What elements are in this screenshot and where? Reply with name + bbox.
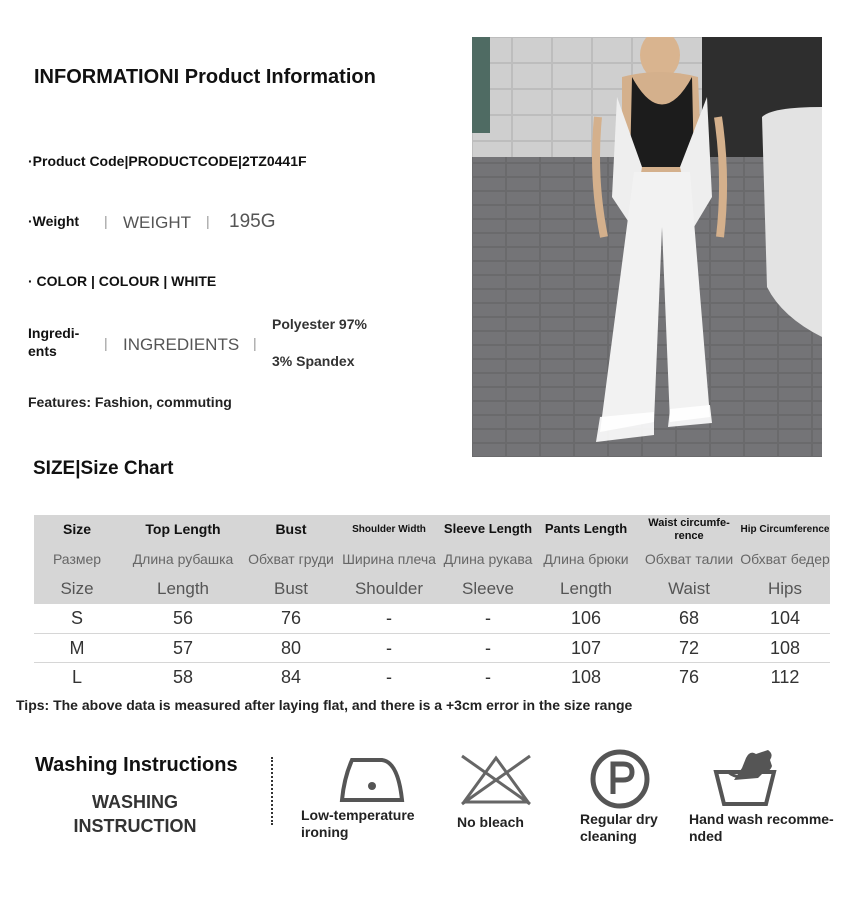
col-header-ru: Длина рукава	[443, 551, 533, 567]
table-cell: L	[71, 667, 82, 687]
col-header: Top Length	[145, 521, 221, 537]
iron-icon	[338, 752, 406, 811]
ingredient-polyester: Polyester 97%	[272, 316, 367, 332]
table-cell: 80	[280, 637, 302, 658]
table-cell: 68	[678, 608, 700, 628]
table-row	[34, 663, 830, 693]
product-code: ·Product Code|PRODUCTCODE|2TZ0441F	[28, 153, 307, 169]
care-label-line: nded	[689, 828, 723, 844]
separator: |	[253, 335, 257, 351]
col-header-ru: Длина рубашка	[132, 551, 234, 567]
care-label-line: Hand wash recomme-	[689, 811, 834, 827]
col-header: Bust	[275, 521, 307, 537]
ingredients-en-label: INGREDIENTS	[123, 335, 240, 354]
care-label-no-bleach: No bleach	[457, 814, 524, 830]
care-label-line: ironing	[301, 824, 349, 840]
info-title: INFORMATIONI Product Information	[34, 66, 376, 88]
table-cell: 57	[172, 637, 194, 658]
table-cell: M	[69, 637, 85, 658]
ingredients-label-2: ents	[28, 343, 57, 359]
separator: |	[206, 213, 210, 229]
weight-en-label: WEIGHT	[123, 213, 191, 232]
col-header-short: Size	[60, 579, 94, 598]
table-cell: 76	[678, 667, 700, 687]
table-cell: 112	[770, 667, 800, 687]
table-cell: -	[386, 608, 392, 628]
table-cell: 106	[570, 608, 602, 628]
col-header: Waist circumfe-rence	[648, 517, 730, 542]
table-cell: 58	[172, 667, 194, 687]
table-cell: -	[485, 637, 491, 658]
weight-label: ·Weight	[28, 213, 80, 229]
washing-title: Washing Instructions	[35, 754, 238, 776]
size-chart-title: SIZE|Size Chart	[33, 458, 174, 479]
table-cell: -	[485, 608, 491, 628]
col-header-short: Bust	[273, 579, 309, 598]
table-cell: 56	[172, 608, 194, 628]
col-header-ru: Размер	[52, 551, 102, 567]
table-cell: S	[70, 608, 83, 628]
care-label-line: Regular dry	[580, 811, 658, 827]
col-header-ru: Длина брюки	[543, 551, 629, 567]
col-header-ru: Обхват бедер	[740, 551, 830, 567]
col-header: Hip Circumference	[740, 524, 830, 535]
product-photo-illustration	[472, 37, 822, 457]
table-cell: 84	[280, 667, 302, 687]
color-line: · COLOR | COLOUR | WHITE	[28, 273, 217, 289]
care-label-hand-wash	[689, 811, 834, 845]
ingredients-label-1: Ingredi-	[28, 325, 80, 341]
ingredient-spandex: 3% Spandex	[272, 353, 355, 369]
table-cell: 108	[769, 637, 801, 658]
care-label-line: Low-temperature	[301, 807, 415, 823]
washing-subtitle	[50, 790, 220, 838]
weight-value: 195G	[229, 211, 276, 232]
col-header-ru: Обхват груди	[248, 551, 334, 567]
care-label-dry-clean	[580, 811, 658, 845]
table-cell: 76	[280, 608, 302, 628]
product-photo	[472, 37, 822, 457]
table-cell: -	[386, 667, 392, 687]
size-chart-table	[34, 515, 830, 693]
col-header-ru: Ширина плеча	[342, 551, 436, 567]
divider	[271, 757, 273, 825]
col-header: Shoulder Width	[352, 524, 426, 535]
table-cell: -	[386, 637, 392, 658]
hand-wash-icon	[712, 746, 778, 813]
col-header-short: Shoulder	[354, 579, 424, 598]
care-label-iron	[301, 807, 415, 841]
table-cell: -	[485, 667, 491, 687]
features-line: Features: Fashion, commuting	[28, 394, 232, 410]
table-row	[34, 604, 830, 634]
col-header-short: Length	[560, 579, 612, 598]
table-cell: 108	[570, 667, 602, 687]
table-cell: 104	[769, 608, 801, 628]
table-cell: 107	[570, 637, 602, 658]
col-header-ru: Обхват талии	[644, 551, 734, 567]
col-header-short: Length	[157, 579, 209, 598]
col-header: Pants Length	[544, 521, 628, 536]
table-row	[34, 634, 830, 664]
size-tips: Tips: The above data is measured after laying flat, and there is a +3cm error in the size range	[16, 697, 633, 713]
col-header-short: Sleeve	[462, 579, 514, 598]
separator: |	[104, 335, 108, 351]
care-label-line: cleaning	[580, 828, 637, 844]
col-header-short: Hips	[767, 579, 802, 598]
washing-subtitle-line-1: WASHING	[91, 792, 178, 812]
dry-clean-p-icon	[589, 748, 651, 815]
no-bleach-icon	[458, 752, 534, 813]
col-header: Sleeve Length	[443, 521, 533, 536]
col-header-short: Waist	[668, 579, 710, 598]
separator: |	[104, 213, 108, 229]
size-chart-header	[34, 515, 830, 604]
col-header: Size	[62, 521, 91, 537]
table-cell: 72	[678, 637, 700, 658]
washing-subtitle-line-2: INSTRUCTION	[73, 816, 197, 836]
